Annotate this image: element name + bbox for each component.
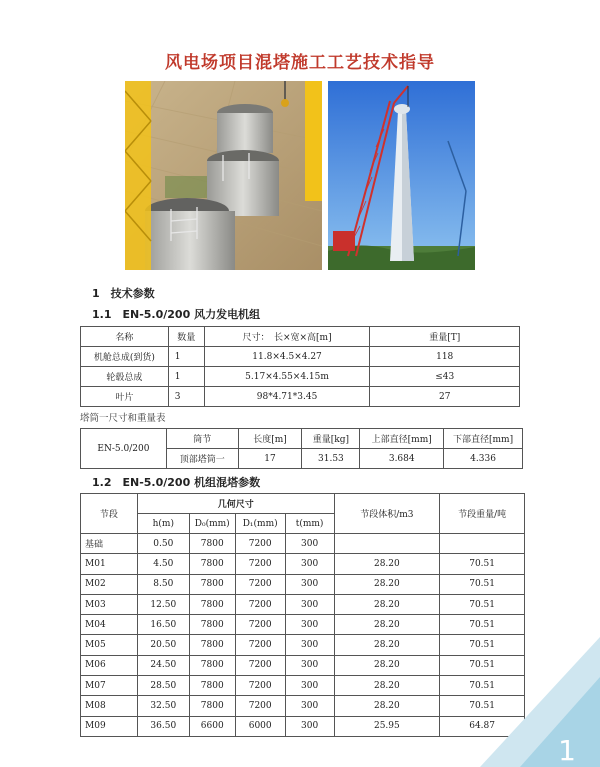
header-cell: 节段体积/m3 [334,494,440,534]
section-1-heading: 1 技术参数 [92,287,155,300]
table-cell: 27 [370,387,520,407]
table-row [81,554,525,574]
table-cell: 16.50 [137,615,189,635]
table-row [81,594,525,614]
table-cell: 7200 [235,534,285,554]
table-cell: 300 [285,655,334,675]
header-cell: D₁(mm) [235,514,285,534]
table-cell: 70.51 [440,554,525,574]
table-cell: 7200 [235,655,285,675]
table-header-row [81,327,520,347]
table-cell: 28.20 [334,554,440,574]
table-row [81,635,525,655]
table-cell: 7800 [189,574,235,594]
table-cell: 28.20 [334,655,440,675]
model-cell: EN-5.0/200 [81,429,167,469]
table-cell: 36.50 [137,716,189,736]
table-cell: 7800 [189,594,235,614]
header-cell: 长度[m] [238,429,302,449]
table-cell: 7200 [235,594,285,614]
table-cell: 7800 [189,696,235,716]
section-1-1-heading: 1.1 EN-5.0/200 风力发电机组 [92,308,261,321]
table-cell: M03 [81,594,138,614]
table-cell: M07 [81,676,138,696]
header-cell: 下部直径[mm] [444,429,523,449]
table-cell: 7800 [189,676,235,696]
table-cell: 70.51 [440,655,525,675]
table-cell: 叶片 [81,387,169,407]
page-number: 1 [558,734,576,767]
table-cell: 300 [285,635,334,655]
table-cell: 28.20 [334,676,440,696]
table-cell: 机舱总成(到货) [81,347,169,367]
table-cell: 基础 [81,534,138,554]
table-row [81,696,525,716]
header-cell: 节段重量/吨 [440,494,525,534]
table-cell: M01 [81,554,138,574]
table-cell: M04 [81,615,138,635]
table-cell: 7200 [235,635,285,655]
table-cell: 300 [285,716,334,736]
header-cell: 数量 [168,327,204,347]
table-row [81,534,525,554]
table-cell: 7200 [235,615,285,635]
table-cell: M08 [81,696,138,716]
table-row [81,387,520,407]
table-cell: 300 [285,554,334,574]
header-cell: 节段 [81,494,138,534]
table-cell: 顶部塔筒一 [166,449,238,469]
table-cell: 98*4.71*3.45 [204,387,370,407]
table-row [81,716,525,736]
header-cell: 尺寸： 长×宽×高[m] [204,327,370,347]
tower-table-caption: 塔筒一尺寸和重量表 [80,413,166,424]
table-cell: 17 [238,449,302,469]
table-cell: 64.87 [440,716,525,736]
hybrid-tower-table-body [81,534,525,737]
table-cell: 12.50 [137,594,189,614]
table-cell: 5.17×4.55×4.15m [204,367,370,387]
header-cell: t(mm) [285,514,334,534]
table-cell: 1 [168,347,204,367]
header-cell: D₀(mm) [189,514,235,534]
table-cell: M06 [81,655,138,675]
table-cell: M02 [81,574,138,594]
table-cell: 4.50 [137,554,189,574]
turbine-parameters-table [80,326,520,407]
tower-section-table [80,428,523,469]
table-row [81,676,525,696]
header-cell: 名称 [81,327,169,347]
table-cell: 7800 [189,554,235,574]
table-cell: 32.50 [137,696,189,716]
table-cell: 28.20 [334,594,440,614]
table-cell: 7200 [235,554,285,574]
table-row [81,347,520,367]
table-cell: 70.51 [440,594,525,614]
table-cell: 7200 [235,574,285,594]
table-cell: 300 [285,696,334,716]
table-cell: 70.51 [440,635,525,655]
table-cell: 1 [168,367,204,387]
page-title: 风电场项目混塔施工工艺技术指导 [165,53,435,73]
table-cell: 300 [285,574,334,594]
corner-decoration [480,637,600,767]
table-cell [334,534,440,554]
table-cell: 3.684 [360,449,444,469]
table-row [81,367,520,387]
table-cell: 300 [285,676,334,696]
table-row [81,574,525,594]
table-cell: M09 [81,716,138,736]
crane-tower-photo [328,81,475,270]
table-cell: 28.20 [334,574,440,594]
table-cell: 7800 [189,534,235,554]
table-cell: 11.8×4.5×4.27 [204,347,370,367]
table-cell: 300 [285,534,334,554]
table-row [81,615,525,635]
table-cell: 70.51 [440,615,525,635]
table-cell: 4.336 [444,449,523,469]
table-cell: 28.20 [334,635,440,655]
table-cell: 7800 [189,655,235,675]
header-cell: 重量[T] [370,327,520,347]
hybrid-tower-table [80,493,525,737]
table-header-row [81,494,525,514]
table-cell: 轮毂总成 [81,367,169,387]
table-cell: 300 [285,594,334,614]
table-row [81,655,525,675]
header-cell: 几何尺寸 [137,494,334,514]
table-cell: 24.50 [137,655,189,675]
table-cell: 28.50 [137,676,189,696]
table-cell [440,534,525,554]
header-cell: h(m) [137,514,189,534]
header-cell: 重量[kg] [302,429,360,449]
table-cell: 25.95 [334,716,440,736]
table-cell: M05 [81,635,138,655]
table-cell: 70.51 [440,574,525,594]
table-cell: 118 [370,347,520,367]
table-cell: 7800 [189,635,235,655]
table-cell: 7800 [189,615,235,635]
table-header-row [81,429,523,449]
table-cell: 6600 [189,716,235,736]
table-cell: 28.20 [334,696,440,716]
table-cell: ≤43 [370,367,520,387]
table-cell: 70.51 [440,696,525,716]
table-cell: 7200 [235,696,285,716]
header-cell: 筒节 [166,429,238,449]
table-cell: 8.50 [137,574,189,594]
section-1-2-heading: 1.2 EN-5.0/200 机组混塔参数 [92,476,261,489]
table-cell: 7200 [235,676,285,696]
table-cell: 20.50 [137,635,189,655]
table-cell: 3 [168,387,204,407]
table-cell: 31.53 [302,449,360,469]
table-cell: 300 [285,615,334,635]
tower-segments-photo [125,81,322,270]
table-cell: 28.20 [334,615,440,635]
table-cell: 70.51 [440,676,525,696]
header-cell: 上部直径[mm] [360,429,444,449]
table-cell: 6000 [235,716,285,736]
table-cell: 0.50 [137,534,189,554]
